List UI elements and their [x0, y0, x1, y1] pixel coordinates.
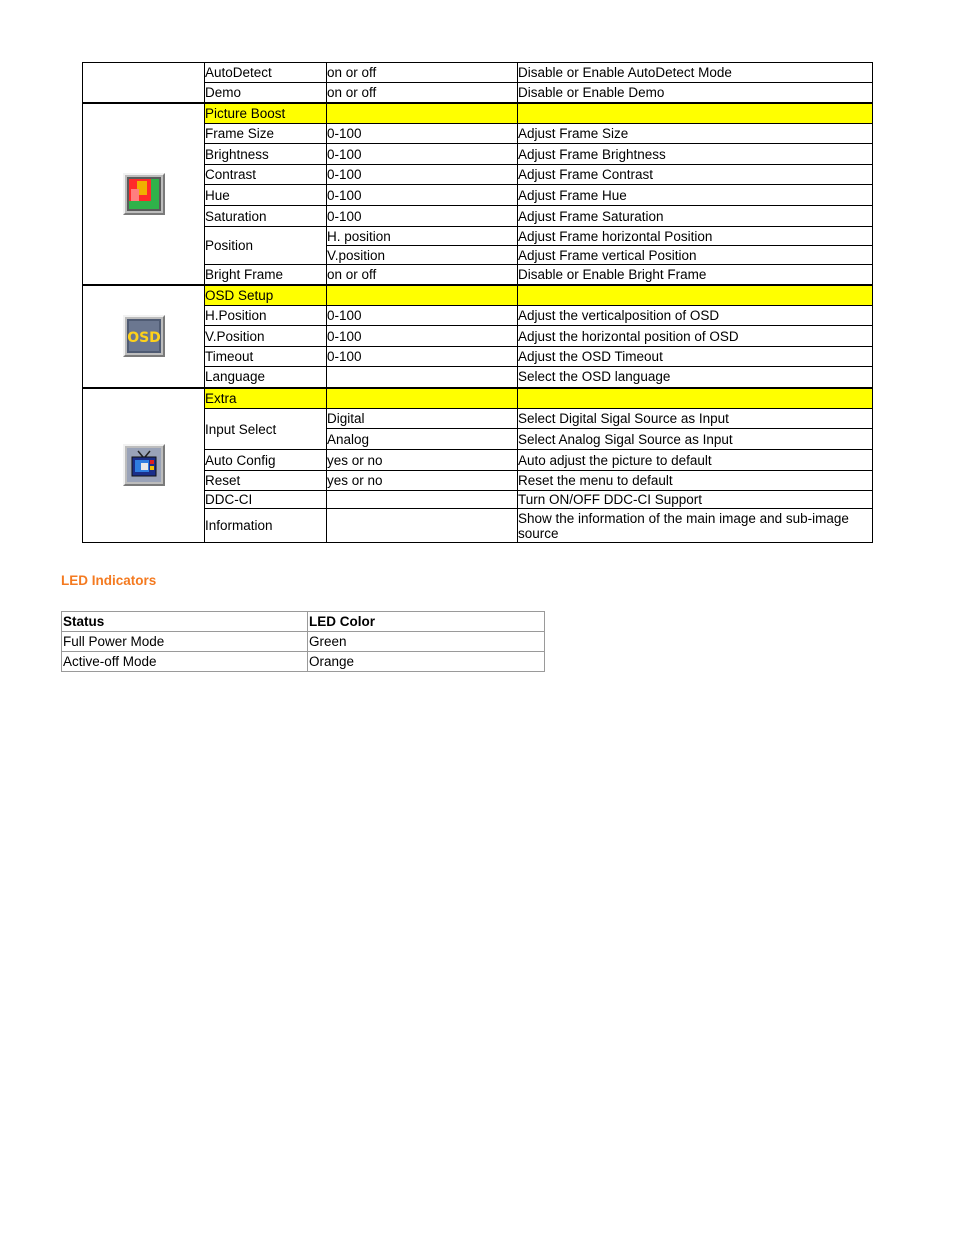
- item-description: Adjust Frame Contrast: [518, 165, 873, 185]
- item-range: on or off: [327, 83, 518, 103]
- item-description: Adjust Frame Size: [518, 124, 873, 144]
- item-name: Position: [205, 227, 327, 265]
- section-header-blank: [327, 285, 518, 306]
- item-description: Adjust Frame horizontal Position: [518, 227, 873, 246]
- led-indicators-heading: LED Indicators: [61, 573, 157, 588]
- item-name: Input Select: [205, 409, 327, 450]
- item-name: Auto Config: [205, 450, 327, 471]
- item-name: Language: [205, 367, 327, 388]
- picture-boost-icon: [123, 173, 165, 215]
- item-range: Digital: [327, 409, 518, 429]
- item-range: H. position: [327, 227, 518, 246]
- section-title-extra: Extra: [205, 388, 327, 409]
- section-title-osd-setup: OSD Setup: [205, 285, 327, 306]
- item-description: Select the OSD language: [518, 367, 873, 388]
- item-description: Turn ON/OFF DDC-CI Support: [518, 491, 873, 509]
- item-name: DDC-CI: [205, 491, 327, 509]
- item-range: 0-100: [327, 124, 518, 144]
- item-description: Select Analog Sigal Source as Input: [518, 429, 873, 450]
- section-header-blank: [518, 388, 873, 409]
- item-range: 0-100: [327, 347, 518, 367]
- osd-menu-table: [82, 62, 873, 543]
- extra-icon-cell: [83, 388, 205, 543]
- section-header-blank: [518, 103, 873, 124]
- osd-icon-text: OSD: [126, 330, 161, 346]
- item-description: Adjust Frame vertical Position: [518, 246, 873, 265]
- column-header-status: Status: [62, 612, 308, 632]
- item-description: Adjust Frame Saturation: [518, 206, 873, 227]
- table-header-row: [62, 612, 545, 632]
- item-description: Reset the menu to default: [518, 471, 873, 491]
- item-description: Disable or Enable Bright Frame: [518, 265, 873, 285]
- led-color-cell: Green: [308, 632, 545, 652]
- item-range: V.position: [327, 246, 518, 265]
- section-header-blank: [327, 103, 518, 124]
- item-description: Adjust the horizontal position of OSD: [518, 326, 873, 347]
- table-row: [62, 652, 545, 672]
- item-range: [327, 491, 518, 509]
- status-cell: Full Power Mode: [62, 632, 308, 652]
- item-description: Auto adjust the picture to default: [518, 450, 873, 471]
- item-name: Reset: [205, 471, 327, 491]
- item-description: Adjust the OSD Timeout: [518, 347, 873, 367]
- section-header-blank: [518, 285, 873, 306]
- item-name: Contrast: [205, 165, 327, 185]
- item-description: Disable or Enable AutoDetect Mode: [518, 63, 873, 83]
- item-description: Select Digital Sigal Source as Input: [518, 409, 873, 429]
- osd-icon: [123, 315, 165, 357]
- section-title-picture-boost: Picture Boost: [205, 103, 327, 124]
- item-description: Adjust Frame Brightness: [518, 144, 873, 165]
- item-description: Disable or Enable Demo: [518, 83, 873, 103]
- extra-tv-icon: [123, 444, 165, 486]
- item-name: V.Position: [205, 326, 327, 347]
- table-row: [83, 63, 873, 83]
- led-color-cell: Orange: [308, 652, 545, 672]
- item-range: on or off: [327, 63, 518, 83]
- osd-icon-cell: [83, 285, 205, 388]
- section-header-row: [83, 285, 873, 306]
- item-range: 0-100: [327, 306, 518, 326]
- item-name: AutoDetect: [205, 63, 327, 83]
- item-range: yes or no: [327, 450, 518, 471]
- item-name: Hue: [205, 185, 327, 206]
- item-name: Demo: [205, 83, 327, 103]
- item-range: yes or no: [327, 471, 518, 491]
- item-name: Brightness: [205, 144, 327, 165]
- led-indicators-table: [61, 611, 545, 672]
- item-name: Saturation: [205, 206, 327, 227]
- section-header-row: [83, 388, 873, 409]
- item-range: [327, 509, 518, 543]
- status-cell: Active-off Mode: [62, 652, 308, 672]
- item-name: Information: [205, 509, 327, 543]
- item-range: 0-100: [327, 185, 518, 206]
- table-row: [62, 632, 545, 652]
- item-range: 0-100: [327, 326, 518, 347]
- section-header-row: [83, 103, 873, 124]
- item-range: 0-100: [327, 206, 518, 227]
- empty-icon-cell: [83, 63, 205, 103]
- item-range: 0-100: [327, 144, 518, 165]
- item-description: Adjust Frame Hue: [518, 185, 873, 206]
- column-header-led-color: LED Color: [308, 612, 545, 632]
- item-range: 0-100: [327, 165, 518, 185]
- item-name: H.Position: [205, 306, 327, 326]
- section-header-blank: [327, 388, 518, 409]
- item-range: Analog: [327, 429, 518, 450]
- item-name: Frame Size: [205, 124, 327, 144]
- item-name: Timeout: [205, 347, 327, 367]
- item-name: Bright Frame: [205, 265, 327, 285]
- item-description: Show the information of the main image and sub-image source: [518, 509, 873, 543]
- item-description: Adjust the verticalposition of OSD: [518, 306, 873, 326]
- picture-boost-icon-cell: [83, 103, 205, 285]
- item-range: on or off: [327, 265, 518, 285]
- item-range: [327, 367, 518, 388]
